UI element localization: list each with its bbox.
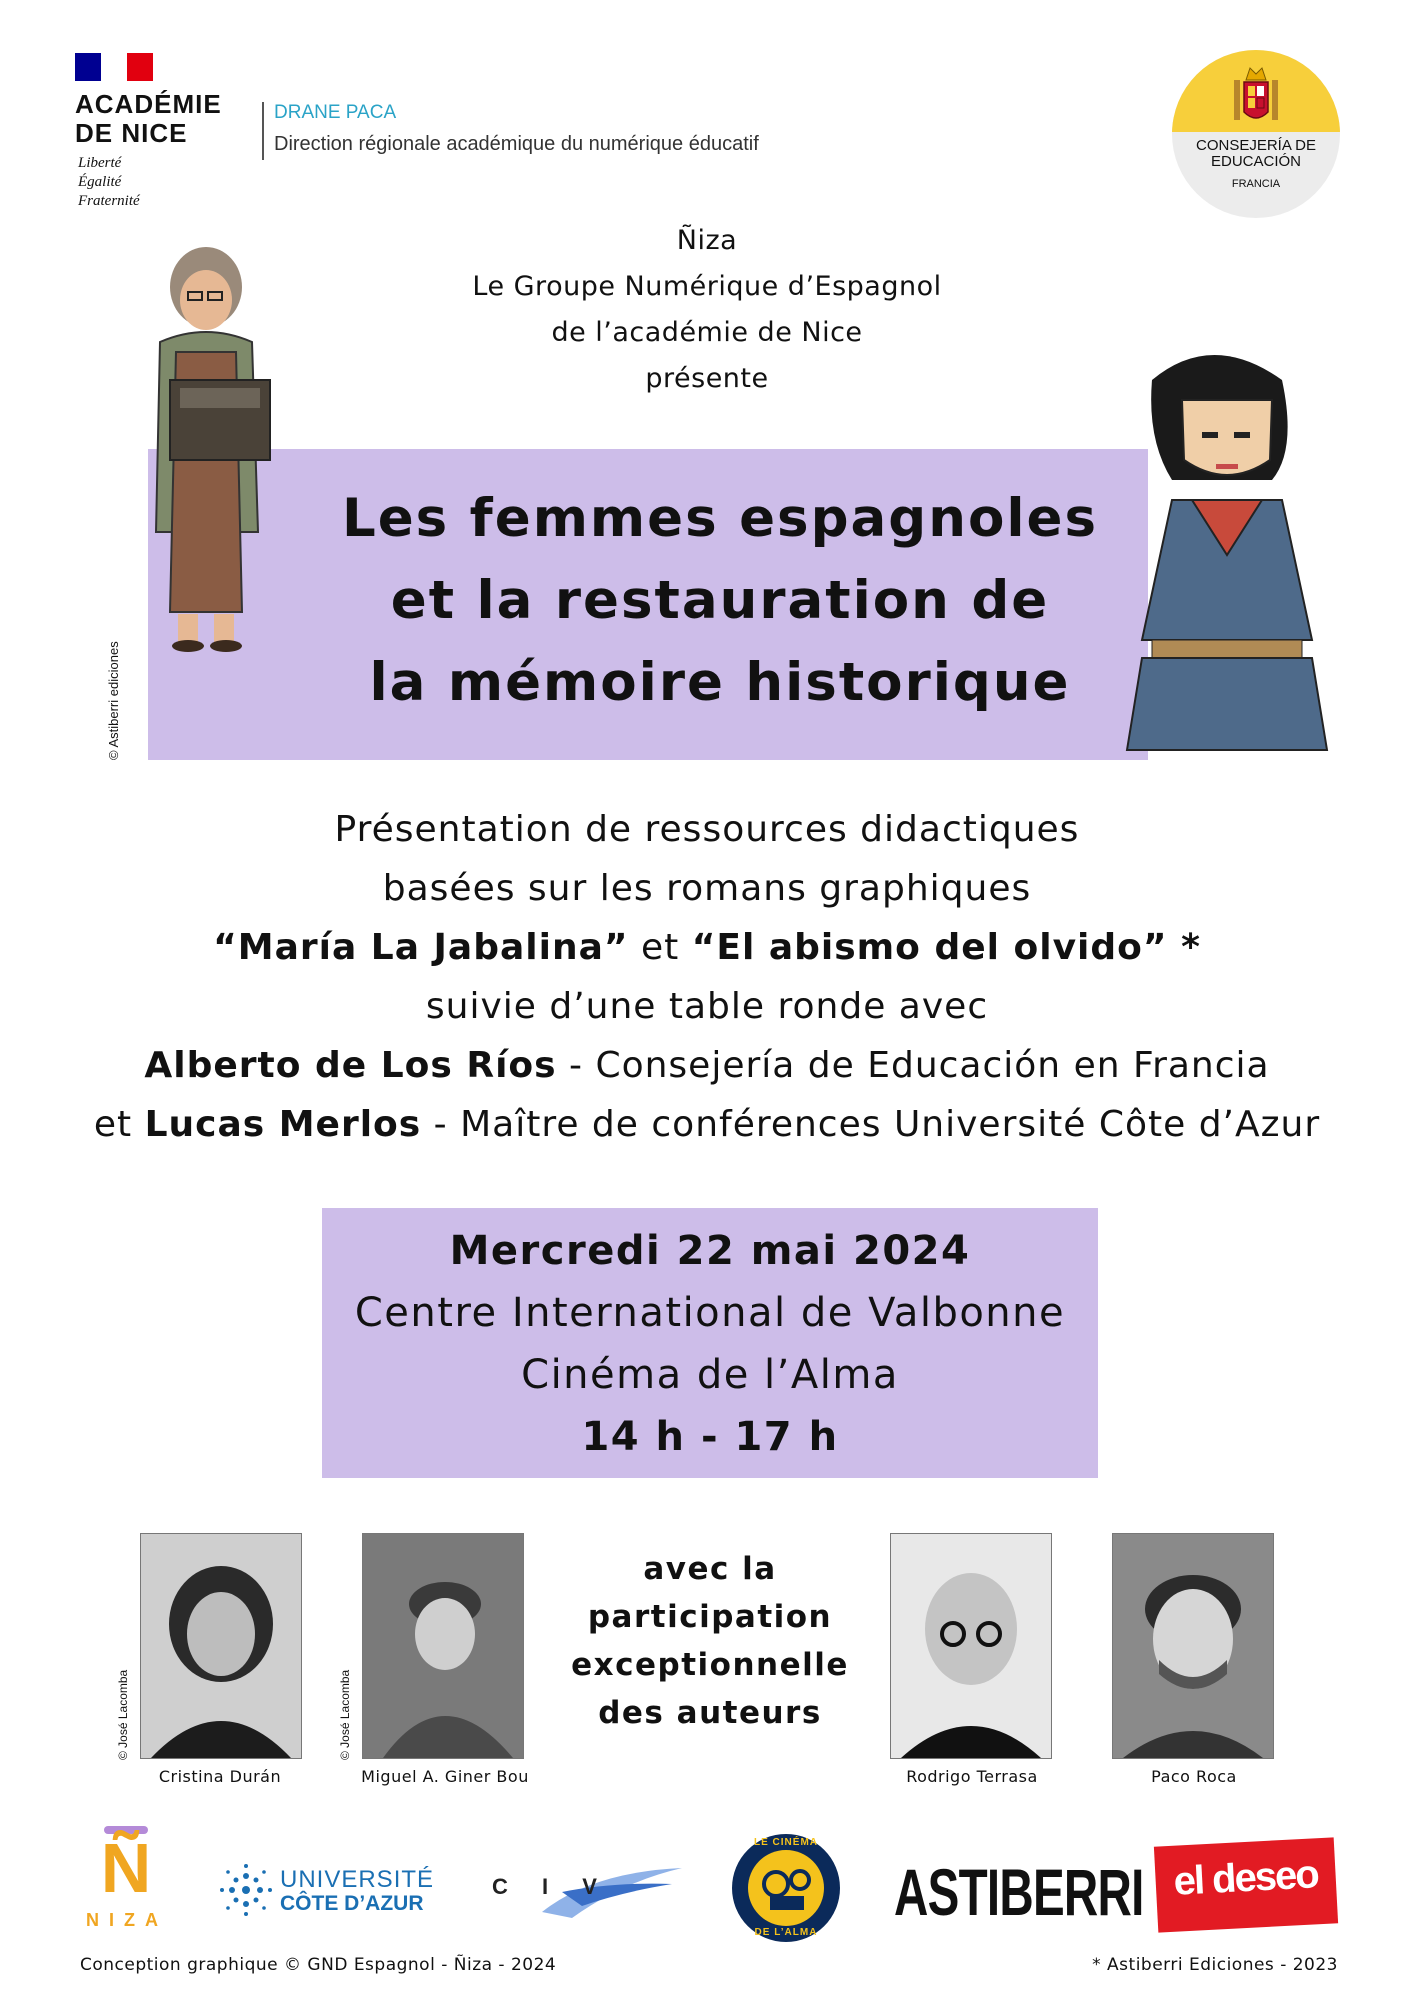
niza-word: NIZA [86, 1910, 168, 1930]
author-name: Cristina Durán [158, 1767, 282, 1786]
drane-label: DRANE PACA [274, 102, 397, 123]
french-flag [75, 53, 153, 81]
speaker-2-prefix: et [93, 1104, 145, 1145]
speaker-2-role: - Maître de conférences Université Côte d’Azur [421, 1104, 1321, 1145]
speaker-1-name: Alberto de Los Ríos [144, 1045, 557, 1086]
uca-logo [218, 1862, 434, 1918]
books-line [40, 918, 1374, 977]
alma-top-text: LE CINÉMA [754, 1837, 818, 1848]
republic-motto: Liberté Égalité Fraternité [78, 155, 140, 209]
civ-text: C I V [492, 1874, 611, 1899]
civ-logo [492, 1858, 682, 1918]
participation-line: avec la [643, 1551, 777, 1587]
author-photo-cristina [140, 1533, 302, 1759]
consejeria-logo [1172, 50, 1340, 218]
participation-line: exceptionnelle [571, 1647, 849, 1683]
alma-bottom-text: DE L’ALMA [754, 1927, 818, 1938]
title-line: la mémoire historique [369, 652, 1071, 713]
event-details [322, 1220, 1098, 1468]
speaker-2-name: Lucas Merlos [144, 1104, 422, 1145]
spain-crest-icon [1230, 62, 1282, 138]
author-name: Paco Roca [1151, 1767, 1237, 1786]
uca-dots-icon [218, 1862, 274, 1918]
intro-block [420, 218, 994, 402]
niza-mark: Ñ [100, 1829, 152, 1907]
photo-credit-miguel: © José Lacomba [338, 1669, 352, 1760]
niza-logo [86, 1826, 166, 1932]
cinema-alma-logo [730, 1832, 842, 1944]
author-name: Miguel A. Giner Bou [361, 1767, 529, 1786]
consejeria-name: CONSEJERÍA DE EDUCACIÓN [1195, 137, 1317, 170]
description-line: basées sur les romans graphiques [382, 868, 1032, 909]
footer-design-credit: Conception graphique © GND Espagnol - Ñiza - 2024 [80, 1955, 557, 1975]
intro-line: Ñiza [676, 225, 738, 256]
speaker-line-1 [40, 1036, 1374, 1095]
description-line: Présentation de ressources didactiques [334, 809, 1080, 850]
book-title-2: “El abismo del olvido” * [691, 927, 1201, 968]
el-deseo-logo [1154, 1837, 1338, 1932]
description-line: suivie d’une table ronde avec [425, 986, 989, 1027]
book-title-1: “María La Jabalina” [213, 927, 629, 968]
astiberri-logo: ASTIBERRI [894, 1855, 1144, 1929]
intro-line: présente [645, 363, 769, 394]
event-date: Mercredi 22 mai 2024 [449, 1228, 971, 1274]
speaker-1-role: - Consejería de Educación en Francia [556, 1045, 1270, 1086]
intro-line: de l’académie de Nice [551, 317, 863, 348]
consejeria-country: FRANCIA [1231, 178, 1281, 190]
direction-label: Direction régionale académique du numérique éducatif [274, 133, 759, 155]
event-room: Cinéma de l’Alma [521, 1352, 899, 1398]
participation-line: des auteurs [598, 1695, 822, 1731]
title-line: et la restauration de [390, 570, 1050, 631]
uca-line-2: CÔTE D’AZUR [280, 1892, 424, 1915]
and-text: et [628, 927, 692, 968]
event-time: 14 h - 17 h [581, 1414, 839, 1460]
participation-text [555, 1545, 865, 1737]
footer-publisher-credit: * Astiberri Ediciones - 2023 [1092, 1955, 1338, 1975]
event-title [280, 478, 1160, 724]
participation-line: participation [587, 1599, 833, 1635]
academy-name: ACADÉMIE DE NICE [75, 89, 222, 148]
intro-line: Le Groupe Numérique d’Espagnol [472, 271, 942, 302]
speaker-line-2 [40, 1095, 1374, 1154]
author-photo-rodrigo [890, 1533, 1052, 1759]
el-deseo-text: el deseo [1172, 1852, 1319, 1904]
illustration-credit: © Astiberri ediciones [106, 641, 121, 760]
uca-line-1: UNIVERSITÉ [280, 1866, 435, 1893]
photo-credit-cristina: © José Lacomba [116, 1669, 130, 1760]
author-name: Rodrigo Terrasa [906, 1767, 1038, 1786]
author-photo-miguel [362, 1533, 524, 1759]
title-line: Les femmes espagnoles [341, 488, 1099, 549]
description-block [40, 800, 1374, 1154]
header-divider [262, 102, 264, 160]
author-photo-paco [1112, 1533, 1274, 1759]
event-venue: Centre International de Valbonne [354, 1290, 1066, 1336]
